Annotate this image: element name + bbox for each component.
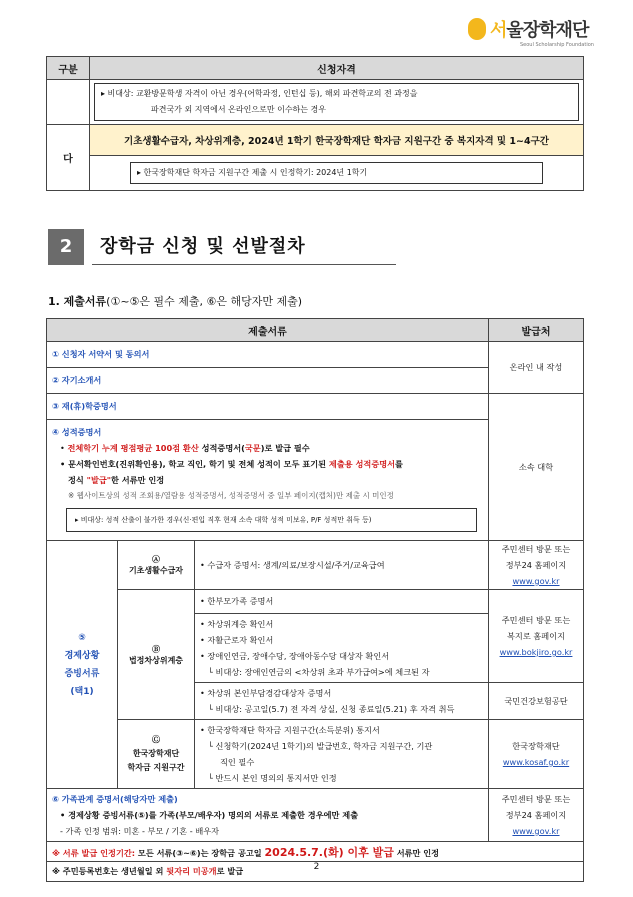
type-c-doc: • 한국장학재단 학자금 지원구간(소득분위) 통지서 └ 신청학기(2024년 1학기)의 발급번호, 학자금 지원구간, 기관 직인 필수 └ 반드시 본인 명의의 통지서만 인정 bbox=[195, 720, 489, 789]
gov-link-2[interactable]: www.gov.kr bbox=[512, 826, 560, 836]
section-divider bbox=[92, 264, 396, 265]
documents-table bbox=[46, 318, 584, 882]
type-b-doc-1: • 한부모가족 증명서 bbox=[195, 590, 489, 614]
logo-mark-icon bbox=[468, 18, 486, 40]
foundation-logo bbox=[468, 14, 598, 52]
doc-2: ② 자기소개서 bbox=[47, 368, 489, 394]
kosaf-link[interactable]: www.kosaf.go.kr bbox=[502, 757, 570, 767]
type-a-label: Ⓐ 기초생활수급자 bbox=[118, 541, 195, 590]
row2-band: 기초생활수급자, 차상위계층, 2024년 1학기 한국장학재단 학자금 지원구간 중 복지자격 및 1~4구간 bbox=[90, 125, 584, 156]
page-number: 2 bbox=[313, 862, 320, 872]
logo-text: 서울장학재단 bbox=[490, 20, 589, 41]
doc-5-label: ⑤ 경제상황 증빙서류 (택1) bbox=[47, 541, 118, 789]
doc-6: ⑥ 가족관계 증명서(해당자만 제출) • 경제상황 증빙서류(⑤)를 가족(부모/배우자) 명의의 서류로 제출한 경우에만 제출 - 가족 인정 범위: 미혼 - 부모 / 기혼 - 배우자 bbox=[47, 789, 489, 842]
col-header-category: 구분 bbox=[47, 57, 90, 80]
doc-3: ③ 재(휴)학증명서 bbox=[47, 394, 489, 420]
type-b-issuer-nhis: 국민건강보험공단 bbox=[489, 683, 584, 720]
row2-note-box: ▸ 한국장학재단 학자금 지원구간 제출 시 인정학기: 2024년 1학기 bbox=[130, 162, 543, 184]
col-header-eligibility: 신청자격 bbox=[90, 57, 584, 80]
type-b-doc-3: • 차상위 본인부담경감대상자 증명서 └ 비대상: 공고일(5.7) 전 자격 상실, 신청 종료일(5.21) 후 자격 취득 bbox=[195, 683, 489, 720]
eligibility-table bbox=[46, 56, 584, 191]
type-b-label: Ⓑ 법정차상위계층 bbox=[118, 590, 195, 720]
doc-4: ④ 성적증명서 • 전체학기 누계 평점평균 100점 환산 성적증명서(국문)로 발급 필수 • 문서확인번호(진위확인용), 학교 직인, 학기 및 전체 성적이 모두 표기된 제출용 성적증명서를 정식 "발급"한 서류만 인정 ※ 웹사이트상의 성적 조회용/열람용 성적증명서, 성적증명서 중 일부 페이지(캡처)만 제출 시 미인정 ▸ 비대상: 성적 산출이 불가한 경우(신·편입 직후 현재 소속 대학 성적 미보유, P/F 성적만 취득 등) bbox=[47, 420, 489, 541]
row2-content bbox=[90, 156, 584, 191]
type-c-label: Ⓒ 한국장학재단 학자금 지원구간 bbox=[118, 720, 195, 789]
gov-link[interactable]: www.gov.kr bbox=[512, 576, 560, 586]
footnote-issue-period: ※ 서류 발급 인정기간: 모든 서류(③~⑥)는 장학금 공고일 2024.5.7.(화) 이후 발급 서류만 인정 bbox=[47, 842, 584, 862]
type-a-issuer: 주민센터 방문 또는 정부24 홈페이지 www.gov.kr bbox=[489, 541, 584, 590]
doc-4-exclusion-box: ▸ 비대상: 성적 산출이 불가한 경우(신·편입 직후 현재 소속 대학 성적 미보유, P/F 성적만 취득 등) bbox=[66, 508, 477, 532]
row1-content bbox=[90, 80, 584, 125]
row1-category bbox=[47, 80, 90, 125]
issuer-online: 온라인 내 작성 bbox=[489, 342, 584, 394]
type-a-doc: • 수급자 증명서: 생계/의료/보장시설/주거/교육급여 bbox=[195, 541, 489, 590]
row1-note-box: ▸ 비대상: 교환방문학생 자격이 아닌 경우(어학과정, 인턴십 등), 해외 파견학교의 전 과정을 파견국가 외 지역에서 온라인으로만 이수하는 경우 bbox=[94, 83, 579, 121]
footnote-resident-number: ※ 주민등록번호는 생년월일 외 뒷자리 미공개로 발급 bbox=[47, 862, 584, 882]
bokjiro-link[interactable]: www.bokjiro.go.kr bbox=[499, 647, 573, 657]
section-title: 장학금 신청 및 선발절차 bbox=[100, 236, 306, 257]
doc-1: ① 신청자 서약서 및 동의서 bbox=[47, 342, 489, 368]
logo-subtitle: Seoul Scholarship Foundation bbox=[520, 42, 594, 48]
type-b-doc-2: • 차상위계층 확인서 • 자활근로자 확인서 • 장애인연금, 장애수당, 장애아동수당 대상자 확인서 └ 비대상: 장애인연금의 <차상위 초과 부가급여>에 체크된 자 bbox=[195, 614, 489, 683]
subsection-title: 1. 제출서류(①~⑤은 필수 제출, ⑥은 해당자만 제출) bbox=[48, 295, 303, 308]
col-header-documents: 제출서류 bbox=[47, 319, 489, 342]
doc-6-issuer: 주민센터 방문 또는 정부24 홈페이지 www.gov.kr bbox=[489, 789, 584, 842]
type-b-issuer-welfare: 주민센터 방문 또는 복지로 홈페이지 www.bokjiro.go.kr bbox=[489, 590, 584, 683]
type-c-issuer: 한국장학재단 www.kosaf.go.kr bbox=[489, 720, 584, 789]
col-header-issuer: 발급처 bbox=[489, 319, 584, 342]
row2-category: 다 bbox=[47, 125, 90, 191]
issuer-university: 소속 대학 bbox=[489, 394, 584, 541]
section-number: 2 bbox=[48, 229, 84, 265]
